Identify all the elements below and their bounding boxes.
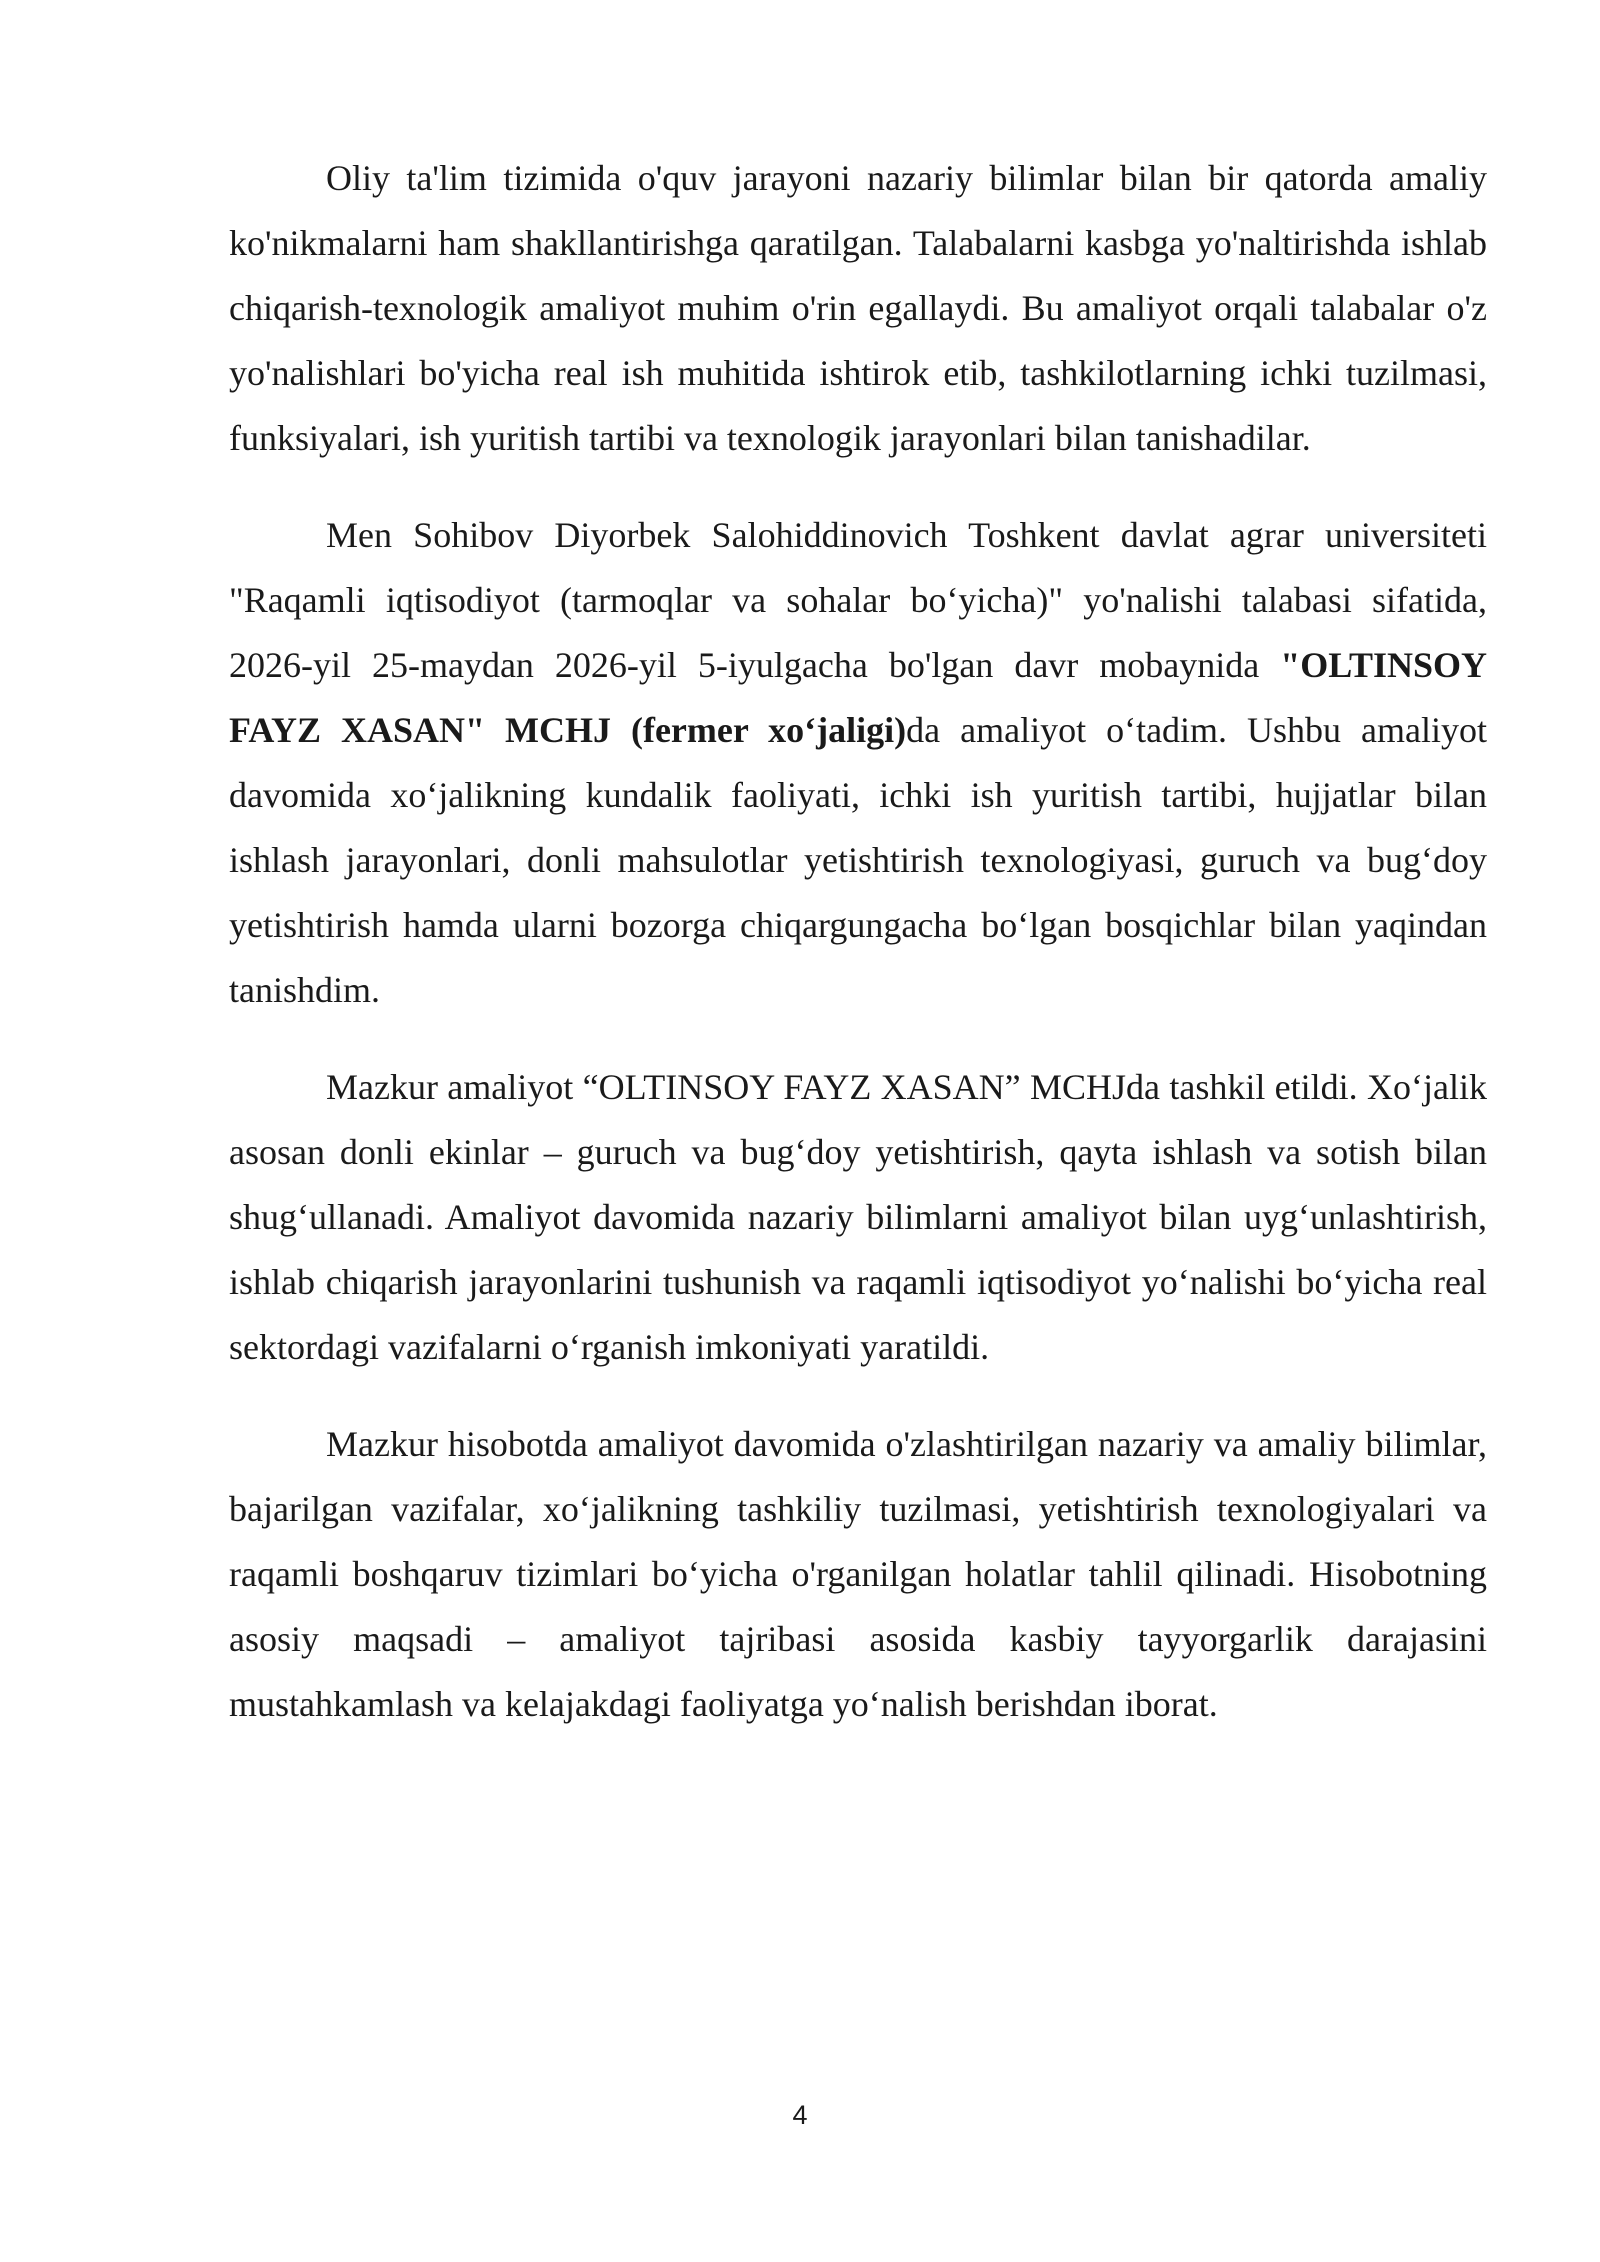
company-name-bold: "OLTINSOY FAYZ XASAN" MCHJ (fermer xo‘jaligi) (229, 645, 1487, 750)
paragraph-report-purpose: Mazkur hisobotda amaliyot davomida o'zlashtirilgan nazariy va amaliy bilimlar, bajarilgan vazifalar, xo‘jalikning tashkiliy tuzilmasi, yetishtirish texnologiyalari va raqamli boshqaruv tizimlari bo‘yicha o'rganilgan holatlar tahlil qilinadi. Hisobotning asosiy maqsadi – amaliyot tajribasi asosida kasbiy tayyorgarlik darajasini mustahkamlash va kelajakdagi faoliyatga yo‘nalish berishdan iborat. (229, 1424, 1487, 1724)
body-text (229, 146, 1487, 1769)
page-number: 4 (792, 2100, 808, 2130)
paragraph-student-internship-tail: da amaliyot o‘tadim. Ushbu amaliyot davomida xo‘jalikning kundalik faoliyati, ichki ish yuritish tartibi, hujjatlar bilan ishlash jarayonlari, donli mahsulotlar yetishtirish texnologiyasi, guruch va bug‘doy yetishtirish hamda ularni bozorga chiqargungacha bo‘lgan bosqichlar bilan yaqindan tanishdim. (229, 710, 1487, 1010)
paragraph-company-activity: Mazkur amaliyot “OLTINSOY FAYZ XASAN” MCHJda tashkil etildi. Xo‘jalik asosan donli ekinlar – guruch va bug‘doy yetishtirish, qayta ishlash va sotish bilan shug‘ullanadi. Amaliyot davomida nazariy bilimlarni amaliyot bilan uyg‘unlashtirish, ishlab chiqarish jarayonlarini tushunish va raqamli iqtisodiyot yo‘nalishi bo‘yicha real sektordagi vazifalarni o‘rganish imkoniyati yaratildi. (229, 1067, 1487, 1367)
paragraph-student-internship (229, 503, 1487, 1023)
paragraph-student-internship-lead: Men Sohibov Diyorbek Salohiddinovich Toshkent davlat agrar universiteti "Raqamli iqtisodiyot (tarmoqlar va sohalar bo‘yicha)" yo'nalishi talabasi sifatida, 2026-yil 25-maydan 2026-yil 5-iyulgacha bo'lgan davr mobaynida (229, 515, 1487, 685)
paragraph-intro: Oliy ta'lim tizimida o'quv jarayoni nazariy bilimlar bilan bir qatorda amaliy ko'nikmalarni ham shakllantirishga qaratilgan. Talabalarni kasbga yo'naltirishda ishlab chiqarish-texnologik amaliyot muhim o'rin egallaydi. Bu amaliyot orqali talabalar o'z yo'nalishlari bo'yicha real ish muhitida ishtirok etib, tashkilotlarning ichki tuzilmasi, funksiyalari, ish yuritish tartibi va texnologik jarayonlari bilan tanishadilar. (229, 158, 1487, 458)
